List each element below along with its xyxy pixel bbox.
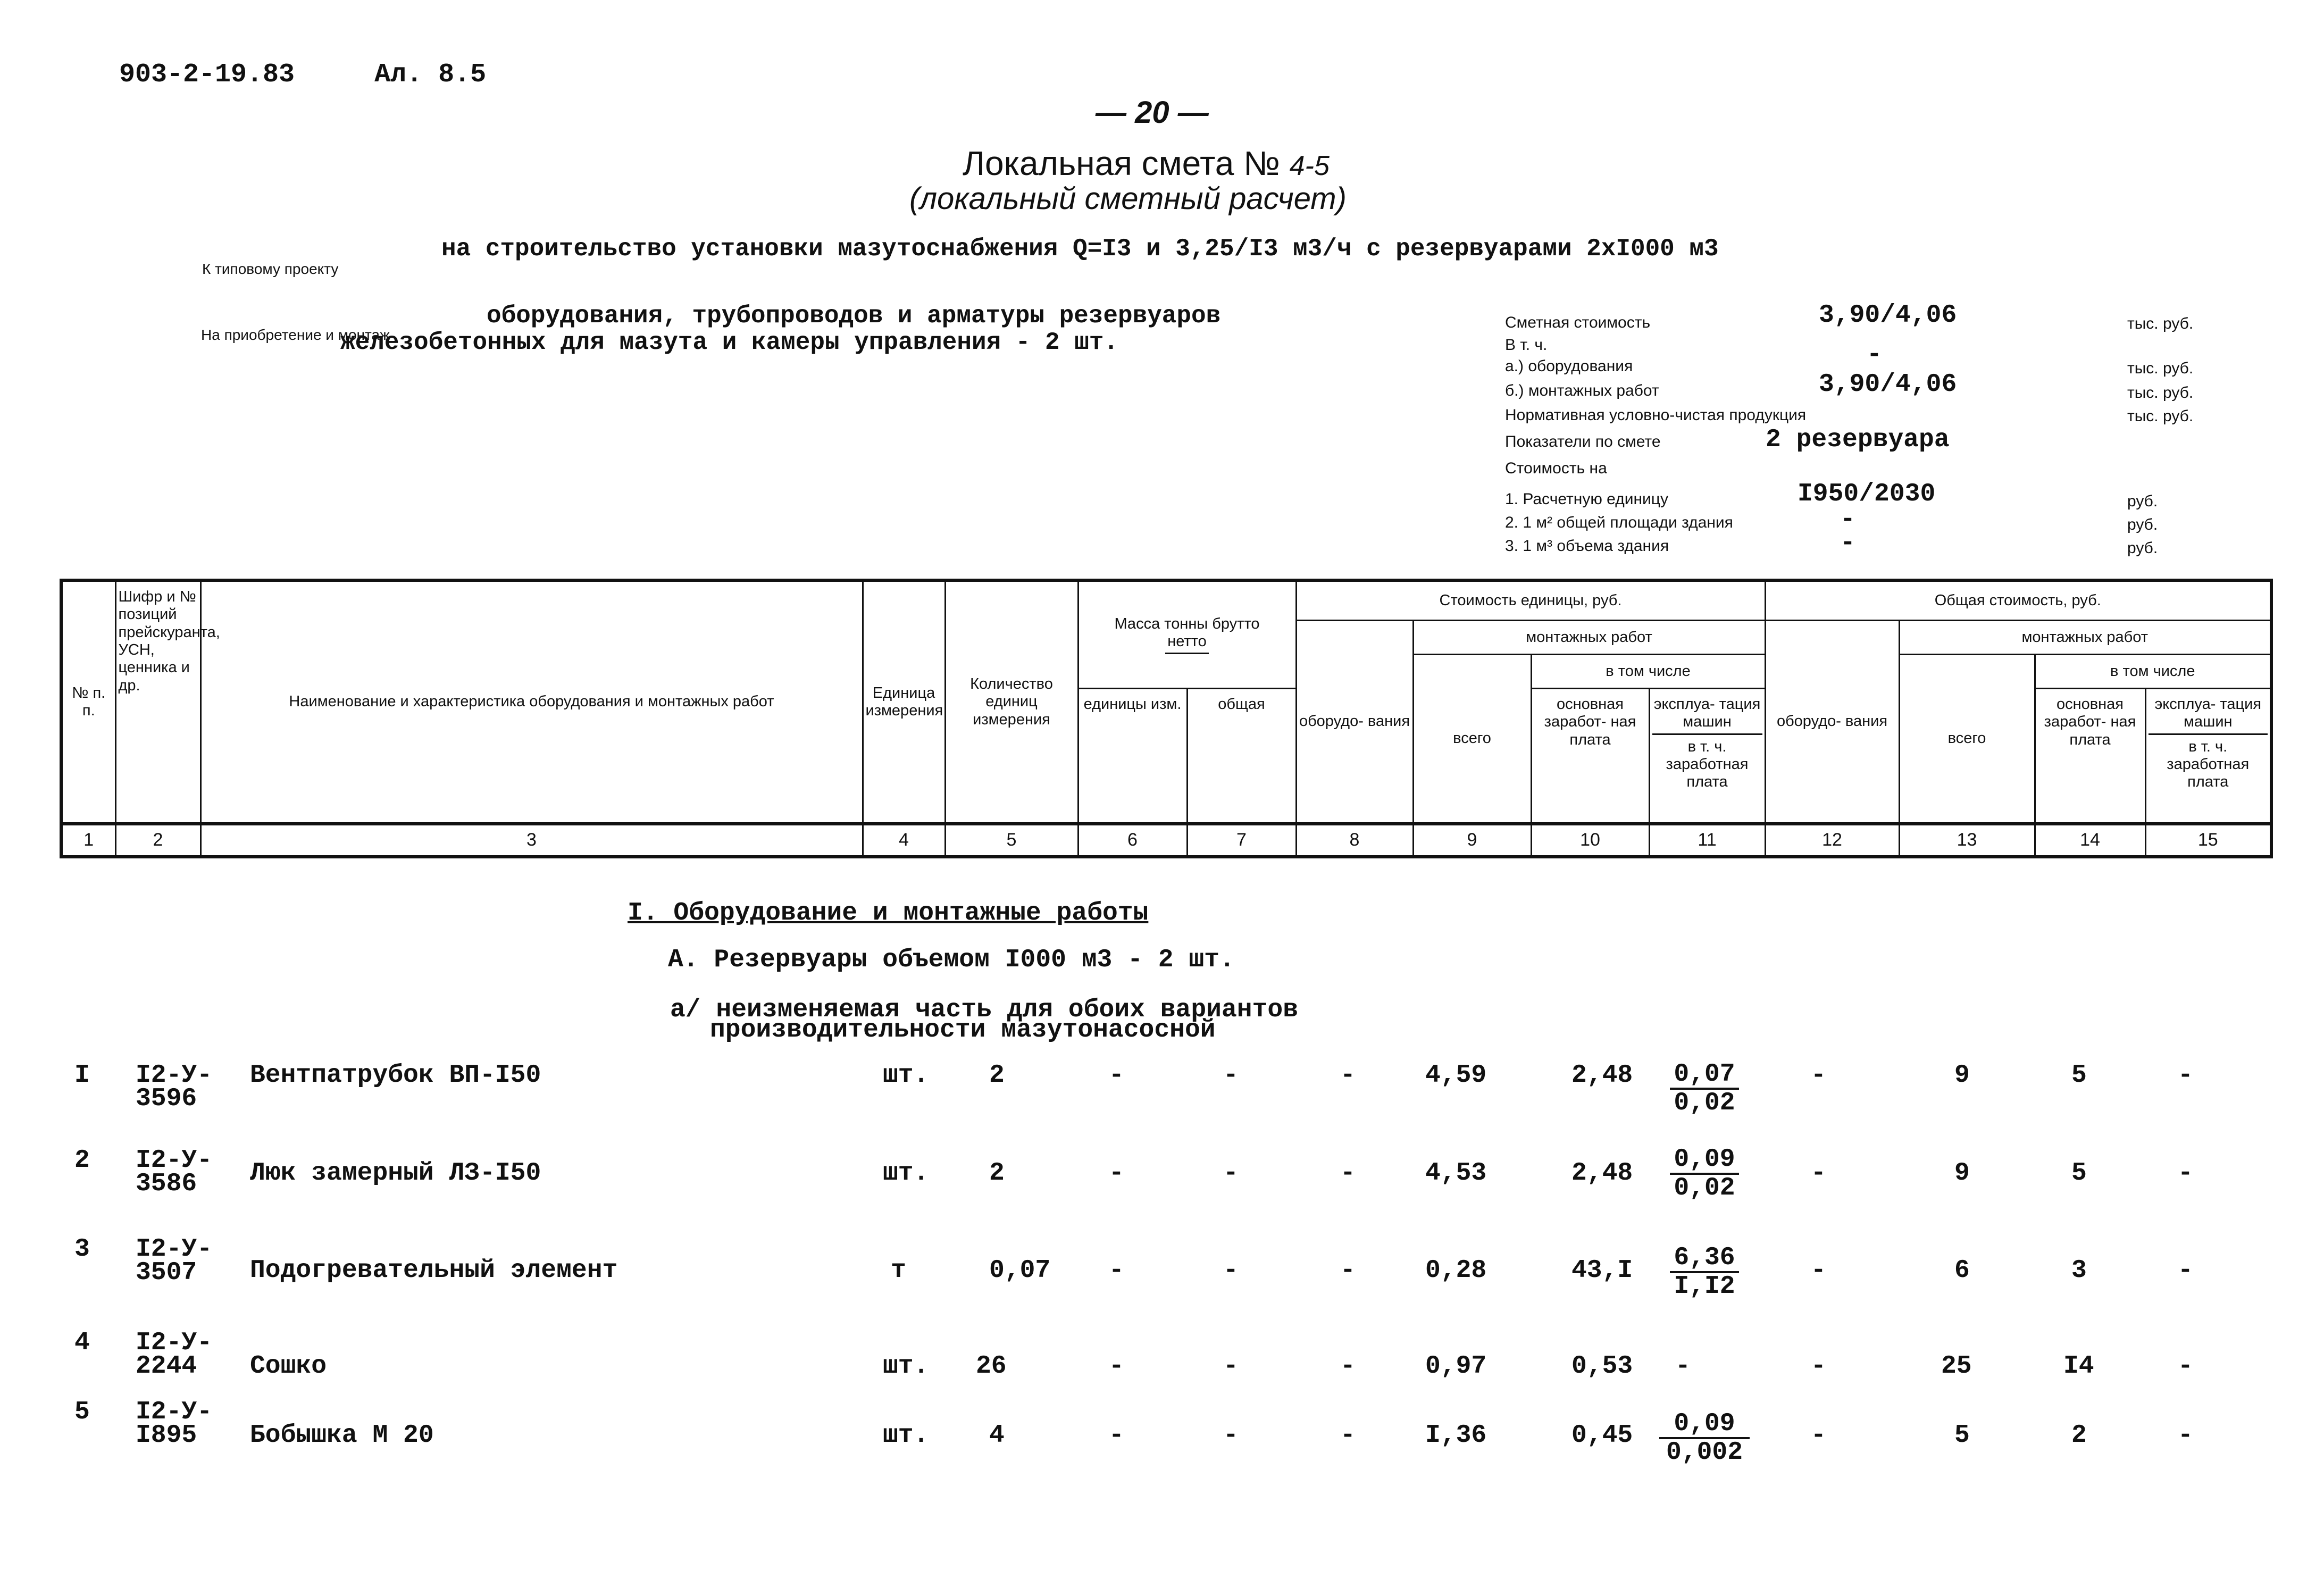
row-equipment-total: - xyxy=(1811,1352,1826,1381)
row-unit: шт. xyxy=(883,1159,929,1188)
row-quantity: 0,07 xyxy=(989,1256,1051,1285)
row-all-total: 5 xyxy=(1954,1421,1970,1450)
row-quantity: 2 xyxy=(989,1061,1005,1090)
row-equipment: - xyxy=(1340,1061,1356,1090)
page-subtitle: (локальный сметный расчет) xyxy=(909,181,1347,216)
row-equipment-total: - xyxy=(1811,1061,1826,1090)
row-equipment: - xyxy=(1340,1256,1356,1285)
summary-label: Сметная стоимость xyxy=(1505,314,1651,331)
row-all-total: 6 xyxy=(1954,1256,1970,1285)
row-unit: т xyxy=(891,1256,906,1285)
row-salary: 2,48 xyxy=(1571,1061,1633,1090)
row-unit: шт. xyxy=(883,1061,929,1090)
col-header-quantity: Количество единиц измерения xyxy=(945,580,1078,824)
row-salary: 0,45 xyxy=(1571,1421,1633,1450)
row-machines-value: 0,09 xyxy=(1670,1146,1739,1175)
row-machines xyxy=(1670,1146,1739,1202)
row-mass-unit: - xyxy=(1109,1421,1124,1450)
col-header-unit-cost: Стоимость единицы, руб. xyxy=(1296,580,1765,620)
row-install-total: 0,28 xyxy=(1425,1256,1487,1285)
row-mass-unit: - xyxy=(1109,1352,1124,1381)
row-machines xyxy=(1670,1061,1739,1117)
row-mass-total: - xyxy=(1223,1352,1239,1381)
col-header-total-cost: Общая стоимость, руб. xyxy=(1765,580,2271,620)
row-code-line2: I895 xyxy=(136,1421,197,1450)
row-code-line2: 3596 xyxy=(136,1084,197,1113)
summary-value: 2 резервуара xyxy=(1766,425,1950,454)
summary-label: В т. ч. xyxy=(1505,336,1548,354)
row-unit: шт. xyxy=(883,1352,929,1381)
row-unit: шт. xyxy=(883,1421,929,1450)
row-salary-total: I4 xyxy=(2063,1352,2094,1381)
sheet-label: Ал. 8.5 xyxy=(374,60,487,90)
summary-label: Нормативная условно-чистая продукция xyxy=(1505,406,1807,424)
page-title xyxy=(963,144,1330,183)
column-number: 8 xyxy=(1296,824,1413,857)
table-row xyxy=(0,1061,2324,1130)
summary-unit: тыс. руб. xyxy=(2127,315,2194,332)
column-number: 4 xyxy=(863,824,945,857)
col-header-unit: Единица измерения xyxy=(863,580,945,824)
row-equipment: - xyxy=(1340,1421,1356,1450)
row-equipment: - xyxy=(1340,1352,1356,1381)
row-machines-value: - xyxy=(1675,1352,1691,1381)
row-code-line1: I2-У- xyxy=(136,1398,213,1426)
summary-unit: руб. xyxy=(2127,539,2158,557)
col-header-mass xyxy=(1078,580,1296,689)
summary-label: а.) оборудования xyxy=(1505,357,1633,375)
part-title-line1: а/ неизменяемая часть для обоих вариантов xyxy=(670,996,1298,1024)
row-machines-total: - xyxy=(2178,1256,2193,1285)
col-header-name: Наименование и характеристика оборудования и монтажных работ xyxy=(200,580,863,824)
row-machines-total: - xyxy=(2178,1159,2193,1188)
row-number: 5 xyxy=(74,1398,90,1426)
col-header-equipment: оборудо- вания xyxy=(1296,620,1413,824)
summary-value: - xyxy=(1840,529,1855,557)
col-header-machines xyxy=(1649,689,1765,824)
document-code xyxy=(119,60,486,90)
row-salary-total: 2 xyxy=(2071,1421,2087,1450)
col-header-install-works: монтажных работ xyxy=(1413,620,1765,654)
col-header-equipment-total: оборудо- вания xyxy=(1765,620,1899,824)
row-number: 3 xyxy=(74,1235,90,1264)
title-number: 4-5 xyxy=(1289,151,1330,181)
mass-net-label: нетто xyxy=(1165,633,1209,654)
project-label: К типовому проекту xyxy=(202,261,339,277)
row-machines-salary: 0,02 xyxy=(1674,1089,1735,1118)
title-text: Локальная смета № xyxy=(963,144,1280,182)
machines-total-label: эксплуа- тация машин xyxy=(2149,696,2268,735)
column-number: 11 xyxy=(1649,824,1765,857)
table-row xyxy=(0,1146,2324,1215)
row-salary: 0,53 xyxy=(1571,1352,1633,1381)
column-number: 13 xyxy=(1899,824,2035,857)
col-header-all-total: всего xyxy=(1899,654,2035,824)
row-machines-salary: 0,02 xyxy=(1674,1174,1735,1203)
row-install-total: 4,53 xyxy=(1425,1159,1487,1188)
row-name: Подогревательный элемент xyxy=(250,1256,618,1285)
row-code-line2: 2244 xyxy=(136,1352,197,1381)
row-machines-total: - xyxy=(2178,1061,2193,1090)
row-equipment-total: - xyxy=(1811,1159,1826,1188)
project-text: на строительство установки мазутоснабжения Q=I3 и 3,25/I3 м3/ч с резервуарами 2хI000 м3 xyxy=(441,235,1719,263)
summary-unit: тыс. руб. xyxy=(2127,360,2194,377)
row-machines xyxy=(1670,1245,1739,1300)
row-mass-total: - xyxy=(1223,1061,1239,1090)
summary-label: 1. Расчетную единицу xyxy=(1505,490,1668,508)
row-machines xyxy=(1659,1410,1750,1466)
part-title-line2: производительности мазутонасосной xyxy=(710,1016,1216,1045)
row-mass-unit: - xyxy=(1109,1061,1124,1090)
row-install-total: I,36 xyxy=(1425,1421,1487,1450)
estimate-table-header xyxy=(60,579,2273,858)
row-quantity: 2 xyxy=(989,1159,1005,1188)
column-numbers-row xyxy=(61,824,2271,857)
col-header-number: № п. п. xyxy=(61,580,115,824)
machines-total-salary-label: в т. ч. заработная плата xyxy=(2167,738,2250,791)
summary-unit: тыс. руб. xyxy=(2127,407,2194,425)
row-code-line1: I2-У- xyxy=(136,1329,213,1357)
row-name: Сошко xyxy=(250,1352,327,1381)
row-machines-value: 6,36 xyxy=(1670,1245,1739,1273)
row-code-line1: I2-У- xyxy=(136,1146,213,1175)
doc-code: 903-2-19.83 xyxy=(119,60,295,90)
row-machines-total: - xyxy=(2178,1421,2193,1450)
summary-unit: руб. xyxy=(2127,492,2158,510)
summary-unit: тыс. руб. xyxy=(2127,384,2194,402)
row-name: Вентпатрубок ВП-I50 xyxy=(250,1061,541,1090)
row-number: 4 xyxy=(74,1329,90,1357)
col-header-including: в том числе xyxy=(1531,654,1765,688)
row-equipment: - xyxy=(1340,1159,1356,1188)
row-all-total: 9 xyxy=(1954,1061,1970,1090)
row-number: 2 xyxy=(74,1146,90,1175)
row-equipment-total: - xyxy=(1811,1256,1826,1285)
machines-label: эксплуа- тация машин xyxy=(1652,696,1762,735)
row-machines-total: - xyxy=(2178,1352,2193,1381)
table-row xyxy=(0,1398,2324,1467)
row-install-total: 0,97 xyxy=(1425,1352,1487,1381)
summary-label: 2. 1 м² общей площади здания xyxy=(1505,514,1733,531)
row-mass-unit: - xyxy=(1109,1159,1124,1188)
row-name: Люк замерный ЛЗ-I50 xyxy=(250,1159,541,1188)
row-machines-value: 0,09 xyxy=(1659,1410,1750,1439)
column-number: 15 xyxy=(2145,824,2271,857)
column-number: 1 xyxy=(61,824,115,857)
section-title: I. Оборудование и монтажные работы xyxy=(628,899,1149,928)
summary-label: б.) монтажных работ xyxy=(1505,382,1659,399)
column-number: 6 xyxy=(1078,824,1187,857)
col-header-mass-unit: единицы изм. xyxy=(1078,689,1187,824)
row-quantity: 26 xyxy=(976,1352,1007,1381)
acquisition-text-line1: оборудования, трубопроводов и арматуры резервуаров xyxy=(487,302,1221,330)
row-machines-salary: 0,002 xyxy=(1666,1438,1743,1467)
column-number: 5 xyxy=(945,824,1078,857)
column-number: 14 xyxy=(2035,824,2145,857)
row-quantity: 4 xyxy=(989,1421,1005,1450)
col-header-including-total: в том числе xyxy=(2035,654,2271,688)
row-mass-total: - xyxy=(1223,1421,1239,1450)
subsection-title: А. Резервуары объемом I000 м3 - 2 шт. xyxy=(668,946,1235,974)
row-code-line2: 3586 xyxy=(136,1170,197,1198)
row-code-line2: 3507 xyxy=(136,1258,197,1287)
summary-value: - xyxy=(1840,505,1855,534)
row-salary-total: 5 xyxy=(2071,1159,2087,1188)
column-number: 9 xyxy=(1413,824,1531,857)
summary-value: I950/2030 xyxy=(1798,480,1936,508)
col-header-salary: основная заработ- ная плата xyxy=(1531,689,1649,824)
row-all-total: 25 xyxy=(1941,1352,1972,1381)
summary-unit: руб. xyxy=(2127,516,2158,533)
row-mass-unit: - xyxy=(1109,1256,1124,1285)
column-number: 2 xyxy=(115,824,200,857)
column-number: 10 xyxy=(1531,824,1649,857)
row-mass-total: - xyxy=(1223,1256,1239,1285)
column-number: 7 xyxy=(1187,824,1296,857)
summary-value: 3,90/4,06 xyxy=(1819,301,1957,330)
table-row xyxy=(0,1329,2324,1398)
row-machines-value: 0,07 xyxy=(1670,1061,1739,1090)
summary-value: 3,90/4,06 xyxy=(1819,370,1957,399)
row-salary: 2,48 xyxy=(1571,1159,1633,1188)
row-salary-total: 3 xyxy=(2071,1256,2087,1285)
acquisition-label: На приобретение и монтаж xyxy=(201,327,390,343)
col-header-salary-total: основная заработ- ная плата xyxy=(2035,689,2145,824)
col-header-all: всего xyxy=(1413,654,1531,824)
row-code-line1: I2-У- xyxy=(136,1061,213,1090)
mass-gross-label: Масса тонны брутто xyxy=(1114,615,1260,632)
summary-label: 3. 1 м³ объема здания xyxy=(1505,537,1669,555)
row-equipment-total: - xyxy=(1811,1421,1826,1450)
row-code-line1: I2-У- xyxy=(136,1235,213,1264)
col-header-machines-total xyxy=(2145,689,2271,824)
col-header-code: Шифр и № позиций прейскуранта, УСН, ценника и др. xyxy=(115,580,200,824)
row-install-total: 4,59 xyxy=(1425,1061,1487,1090)
row-salary-total: 5 xyxy=(2071,1061,2087,1090)
machines-salary-label: в т. ч. заработная плата xyxy=(1666,738,1749,791)
table-row xyxy=(0,1235,2324,1304)
row-machines-salary: I,I2 xyxy=(1674,1272,1735,1301)
row-mass-total: - xyxy=(1223,1159,1239,1188)
summary-label: Стоимость на xyxy=(1505,460,1607,477)
acquisition-text-line2: железобетонных для мазута и камеры управления - 2 шт. xyxy=(340,329,1119,356)
row-salary: 43,I xyxy=(1571,1256,1633,1285)
page-number: — 20 — xyxy=(1096,95,1209,130)
row-name: Бобышка М 20 xyxy=(250,1421,434,1450)
summary-value: - xyxy=(1867,340,1882,369)
row-all-total: 9 xyxy=(1954,1159,1970,1188)
summary-label: Показатели по смете xyxy=(1505,433,1661,450)
column-number: 12 xyxy=(1765,824,1899,857)
col-header-install-works-total: монтажных работ xyxy=(1899,620,2271,654)
col-header-mass-total: общая xyxy=(1187,689,1296,824)
row-number: I xyxy=(74,1061,90,1090)
column-number: 3 xyxy=(200,824,863,857)
